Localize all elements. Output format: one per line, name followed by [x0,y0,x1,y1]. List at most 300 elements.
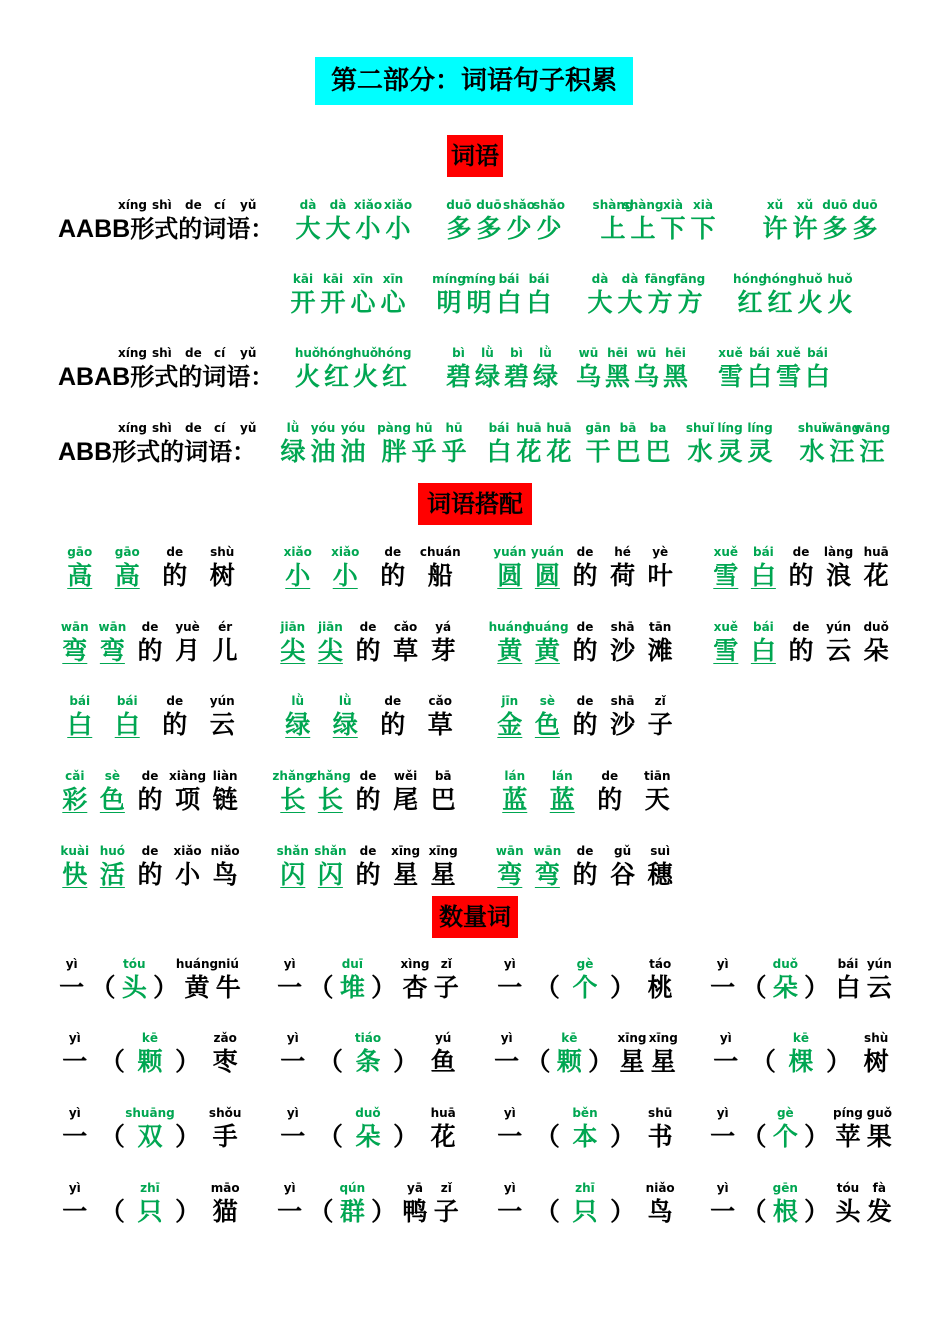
hanzi-char: 少 [506,214,532,243]
hanzi-char: 花 [546,437,572,466]
hanzi-char: 高 [67,561,93,590]
hanzi-char: 鱼 [430,1047,456,1076]
collocation-item [56,545,246,593]
pinyin: shā [610,620,635,634]
hanzi-char: 牛 [215,973,241,1002]
hanzi-char: 一 [497,1122,523,1151]
hanzi-char: 下 [690,214,716,243]
hanzi-char: ） [371,1197,397,1226]
collocation-item [491,694,679,742]
pinyin: cǎo [428,694,452,708]
pinyin: wān [98,620,127,634]
hanzi-char: 方 [677,288,703,317]
hanzi-char: 花 [516,437,542,466]
hanzi-char: 油 [340,437,366,466]
pinyin: fà [872,1181,886,1195]
hanzi-char: 一 [277,1197,303,1226]
pinyin: dà [329,198,347,212]
hanzi-char: 小 [385,214,411,243]
hanzi-char: （ [534,1197,560,1226]
word-item [685,421,775,469]
pinyin: gēn [772,1181,798,1195]
hanzi-char: ） [371,973,397,1002]
pinyin: yì [716,957,729,971]
pinyin: xīng [428,844,458,858]
section-label-measure-words: 数量词 [432,896,518,938]
hanzi-char: 一 [497,1197,523,1226]
pinyin: hū [415,421,433,435]
hanzi-char: 的 [380,710,406,739]
pinyin: táo [649,957,672,971]
label-pinyin: xíng [118,421,147,435]
hanzi-char: 弯 [534,860,560,889]
hanzi-char: 树 [863,1047,889,1076]
hanzi-char: ） [804,1122,830,1151]
pinyin: zhī [140,1181,160,1195]
pinyin: duō [852,198,878,212]
hanzi-char: 根 [772,1197,798,1226]
label-pinyin: shì [152,346,172,360]
hanzi-char: 黑 [604,362,630,391]
hanzi-char: 红 [381,362,407,391]
hanzi-char: 的 [162,710,188,739]
measure-item [56,1181,244,1229]
label-pinyin: de [185,421,202,435]
pinyin: huā [516,421,542,435]
pinyin: xīng [648,1031,678,1045]
hanzi-char: 花 [430,1122,456,1151]
hanzi-char: 火 [827,288,853,317]
hanzi-char: 星 [650,1047,676,1076]
pinyin: bái [528,272,550,286]
hanzi-char: 苹 [835,1122,861,1151]
pinyin: gāo [114,545,140,559]
hanzi-char: 叶 [647,561,673,590]
pinyin: huáng [526,620,569,634]
pinyin: gān [585,421,611,435]
hanzi-char: 浪 [826,561,852,590]
hanzi-char: ） [153,973,179,1002]
pinyin: yì [503,957,516,971]
hanzi-char: 个 [572,973,598,1002]
hanzi-char: 黄 [534,636,560,665]
pinyin: bì [452,346,465,360]
pinyin: xiǎo [173,844,202,858]
hanzi-char: 心 [350,288,376,317]
hanzi-char: 油 [310,437,336,466]
pinyin: yì [68,1106,81,1120]
word-item [583,421,673,469]
hanzi-char: 色 [534,710,560,739]
pinyin: xuě [713,545,738,559]
hanzi-char: ） [804,973,830,1002]
pinyin: xǔ [796,198,814,212]
pinyin: tóu [836,1181,860,1195]
pinyin: hū [445,421,463,435]
pinyin: gǔ [614,844,632,858]
hanzi-char: 发 [866,1197,892,1226]
pinyin: xìng [400,957,430,971]
hanzi-char: 方 [647,288,673,317]
pinyin: de [576,620,594,634]
pinyin: de [576,545,594,559]
hanzi-char: ） [175,1197,201,1226]
pinyin: xīng [617,1031,647,1045]
collocation-item [56,620,244,668]
measure-item [274,1031,462,1079]
pinyin: niǎo [210,844,240,858]
hanzi-char: 白 [750,561,776,590]
hanzi-char: 云 [826,636,852,665]
hanzi-char: 尾 [393,785,419,814]
collocation-item [274,620,462,668]
pinyin: de [576,844,594,858]
hanzi-char: 长 [317,785,343,814]
hanzi-char: 乌 [575,362,601,391]
pinyin: gè [776,1106,794,1120]
pinyin: bā [434,769,452,783]
pinyin: fāng [644,272,676,286]
pinyin: yì [286,1031,299,1045]
hanzi-char: 上 [630,214,656,243]
pinyin: shǎn [276,844,309,858]
hanzi-char: 白 [746,362,772,391]
hanzi-char: 红 [323,362,349,391]
pinyin: hóng [377,346,412,360]
hanzi-char: 绿 [532,362,558,391]
hanzi-char: 多 [476,214,502,243]
hanzi-char: 雪 [717,362,743,391]
pinyin: xīn [352,272,374,286]
hanzi-char: 白 [114,710,140,739]
hanzi-char: 明 [466,288,492,317]
pinyin: xiǎo [283,545,312,559]
hanzi-char: 开 [290,288,316,317]
hanzi-char: 项 [175,785,201,814]
label-pinyin: cí [214,346,226,360]
pinyin: jiān [280,620,306,634]
pinyin: xīn [382,272,404,286]
hanzi-char: 杏 [402,973,428,1002]
pinyin: zǐ [440,1181,452,1195]
hanzi-char: 草 [393,636,419,665]
pinyin: de [141,844,159,858]
word-item [288,272,408,320]
pinyin: bì [510,346,523,360]
hanzi-char: 的 [137,636,163,665]
pinyin: huā [863,545,889,559]
pinyin: yú [434,1031,452,1045]
measure-item [491,1181,679,1229]
pinyin: jiān [317,620,343,634]
hanzi-char: 云 [866,973,892,1002]
hanzi-char: 一 [280,1122,306,1151]
pinyin: bái [498,272,520,286]
hanzi-char: 一 [710,1122,736,1151]
pinyin: yì [283,957,296,971]
pinyin: tiān [644,769,671,783]
pinyin: lǜ [291,694,305,708]
pinyin: hóng [733,272,767,286]
pinyin: yún [866,957,892,971]
hanzi-char: 小 [332,561,358,590]
pinyin: māo [210,1181,240,1195]
pinyin: shàng [622,198,664,212]
label-pinyin: de [185,346,202,360]
word-item [293,346,412,394]
hanzi-char: 只 [137,1197,163,1226]
pinyin: ér [218,620,233,634]
hanzi-char: ） [393,1122,419,1151]
pinyin: de [576,694,594,708]
hanzi-char: 明 [436,288,462,317]
hanzi-char: 果 [866,1122,892,1151]
hanzi-char: 大 [587,288,613,317]
pinyin: huáng [175,957,219,971]
hanzi-char: 船 [427,561,453,590]
word-item [444,346,560,394]
hanzi-char: 多 [822,214,848,243]
hanzi-char: 火 [797,288,823,317]
hanzi-char: 心 [380,288,406,317]
pinyin: zhī [575,1181,595,1195]
pinyin: huǒ [827,272,853,286]
hanzi-char: 汪 [859,437,885,466]
pinyin: duǒ [863,620,889,634]
pinyin: de [141,620,159,634]
hanzi-char: 一 [280,1047,306,1076]
hanzi-char: 高 [114,561,140,590]
pinyin: bái [749,346,770,360]
pinyin: bái [69,694,91,708]
pinyin: shuǐ [685,421,715,435]
pinyin: wū [636,346,657,360]
hanzi-char: 一 [62,1047,88,1076]
word-item [293,198,413,246]
pinyin: fāng [674,272,706,286]
pinyin: bái [752,620,774,634]
pinyin: cǎi [65,769,85,783]
pinyin: hóng [319,346,354,360]
pinyin: yì [283,1181,296,1195]
hanzi-char: 弯 [99,636,125,665]
hanzi-char: 白 [835,973,861,1002]
hanzi-char: 的 [380,561,406,590]
pinyin: xīng [391,844,421,858]
hanzi-char: 的 [597,785,623,814]
label-pattern: ABB [58,438,113,466]
hanzi-char: 本 [572,1122,598,1151]
pinyin: bái [488,421,510,435]
hanzi-char: 天 [644,785,670,814]
hanzi-char: 干 [585,437,611,466]
hanzi-char: 朵 [772,973,798,1002]
hanzi-char: 星 [430,860,456,889]
pinyin: yuán [493,545,527,559]
pinyin: xiǎo [353,198,383,212]
pinyin: xiǎo [331,545,360,559]
hanzi-char: 火 [352,362,378,391]
collocation-item [274,545,464,593]
pinyin: dà [299,198,317,212]
hanzi-char: 小 [175,860,201,889]
pinyin: kāi [322,272,344,286]
pinyin: zǎo [213,1031,237,1045]
pinyin: yè [652,545,669,559]
hanzi-char: 雪 [713,561,739,590]
pinyin: shū [648,1106,673,1120]
pinyin: duǒ [772,957,799,971]
hanzi-char: 的 [572,636,598,665]
hanzi-char: 的 [788,561,814,590]
pinyin: yún [826,620,852,634]
pinyin: sè [104,769,121,783]
hanzi-char: 金 [497,710,523,739]
hanzi-char: 草 [427,710,453,739]
word-item [716,346,832,394]
pinyin: yuè [175,620,200,634]
pinyin: xià [693,198,713,212]
hanzi-char: 树 [209,561,235,590]
hanzi-char: （ [90,973,116,1002]
label-pinyin: de [185,198,202,212]
collocation-item [491,545,679,593]
pinyin: huó [99,844,126,858]
word-item [379,421,469,469]
hanzi-char: ） [826,1047,852,1076]
pinyin: de [601,769,619,783]
pinyin: yóu [310,421,336,435]
hanzi-char: 穗 [647,860,673,889]
measure-item [56,1106,244,1154]
label-text: 形式的词语： [130,214,275,243]
collocation-item [274,844,462,892]
pinyin: huǒ [294,346,321,360]
pinyin: shù [210,545,235,559]
pinyin: lán [504,769,526,783]
hanzi-char: （ [99,1122,125,1151]
hanzi-char: 巴 [645,437,671,466]
label-text: 形式的词语： [130,362,275,391]
pinyin: míng [462,272,496,286]
pinyin: xià [663,198,683,212]
pinyin: niú [217,957,239,971]
hanzi-char: 碧 [445,362,471,391]
hanzi-char: 只 [572,1197,598,1226]
measure-item [491,957,679,1005]
word-form-label [58,435,256,469]
hanzi-char: 乎 [411,437,437,466]
pinyin: guǒ [866,1106,892,1120]
word-item [574,346,690,394]
hanzi-char: 一 [710,1197,736,1226]
pinyin: làng [823,545,854,559]
hanzi-char: 汪 [829,437,855,466]
hanzi-char: 颗 [137,1047,163,1076]
pinyin: bái [752,545,774,559]
pinyin: míng [432,272,466,286]
hanzi-char: 的 [137,860,163,889]
word-item [735,272,855,320]
hanzi-char: 尖 [317,636,343,665]
hanzi-char: 的 [572,561,598,590]
pinyin: de [141,769,159,783]
hanzi-char: ） [393,1047,419,1076]
pinyin: duǒ [355,1106,381,1120]
pinyin: shā [610,694,635,708]
pinyin: yún [209,694,235,708]
pinyin: wān [533,844,562,858]
pinyin: shǒu [208,1106,242,1120]
hanzi-char: 白 [67,710,93,739]
pinyin: de [384,545,402,559]
hanzi-char: 的 [788,636,814,665]
hanzi-char: 雪 [713,636,739,665]
pinyin: bā [619,421,637,435]
pinyin: yì [503,1181,516,1195]
hanzi-char: 鸟 [212,860,238,889]
hanzi-char: （ [308,973,334,1002]
hanzi-char: （ [317,1047,343,1076]
label-pinyin: cí [214,421,226,435]
hanzi-char: 朵 [355,1122,381,1151]
hanzi-char: 绿 [474,362,500,391]
hanzi-char: ） [610,973,636,1002]
hanzi-char: ） [175,1122,201,1151]
pinyin: wāng [853,421,891,435]
pinyin: hé [614,545,631,559]
hanzi-char: ） [588,1047,614,1076]
pinyin: chuán [419,545,461,559]
measure-item [274,957,462,1005]
hanzi-char: 滩 [647,636,673,665]
hanzi-char: 少 [536,214,562,243]
pinyin: píng [833,1106,863,1120]
hanzi-char: 的 [355,636,381,665]
hanzi-char: 白 [804,362,830,391]
hanzi-char: 闪 [317,860,343,889]
pinyin: wān [60,620,89,634]
hanzi-char: 弯 [497,860,523,889]
pinyin: pàng [377,421,411,435]
hanzi-char: （ [534,1122,560,1151]
word-item [585,272,705,320]
pinyin: lán [551,769,573,783]
pinyin: duō [446,198,472,212]
pinyin: kē [141,1031,159,1045]
pinyin: kē [561,1031,578,1045]
pinyin: shǎo [532,198,566,212]
hanzi-char: （ [99,1197,125,1226]
pinyin: yì [286,1106,299,1120]
pinyin: huáng [488,620,531,634]
measure-item [707,1106,895,1154]
pinyin: sè [539,694,556,708]
word-form-label [58,212,274,246]
pinyin: yuán [530,545,564,559]
pinyin: běn [572,1106,598,1120]
collocation-item [56,769,244,817]
pinyin: bái [116,694,138,708]
hanzi-char: 许 [762,214,788,243]
hanzi-char: （ [741,1122,767,1151]
hanzi-char: 火 [294,362,320,391]
hanzi-char: 闪 [280,860,306,889]
pinyin: wěi [393,769,418,783]
pinyin: duō [822,198,848,212]
pinyin: suì [650,844,671,858]
hanzi-char: 一 [494,1047,520,1076]
